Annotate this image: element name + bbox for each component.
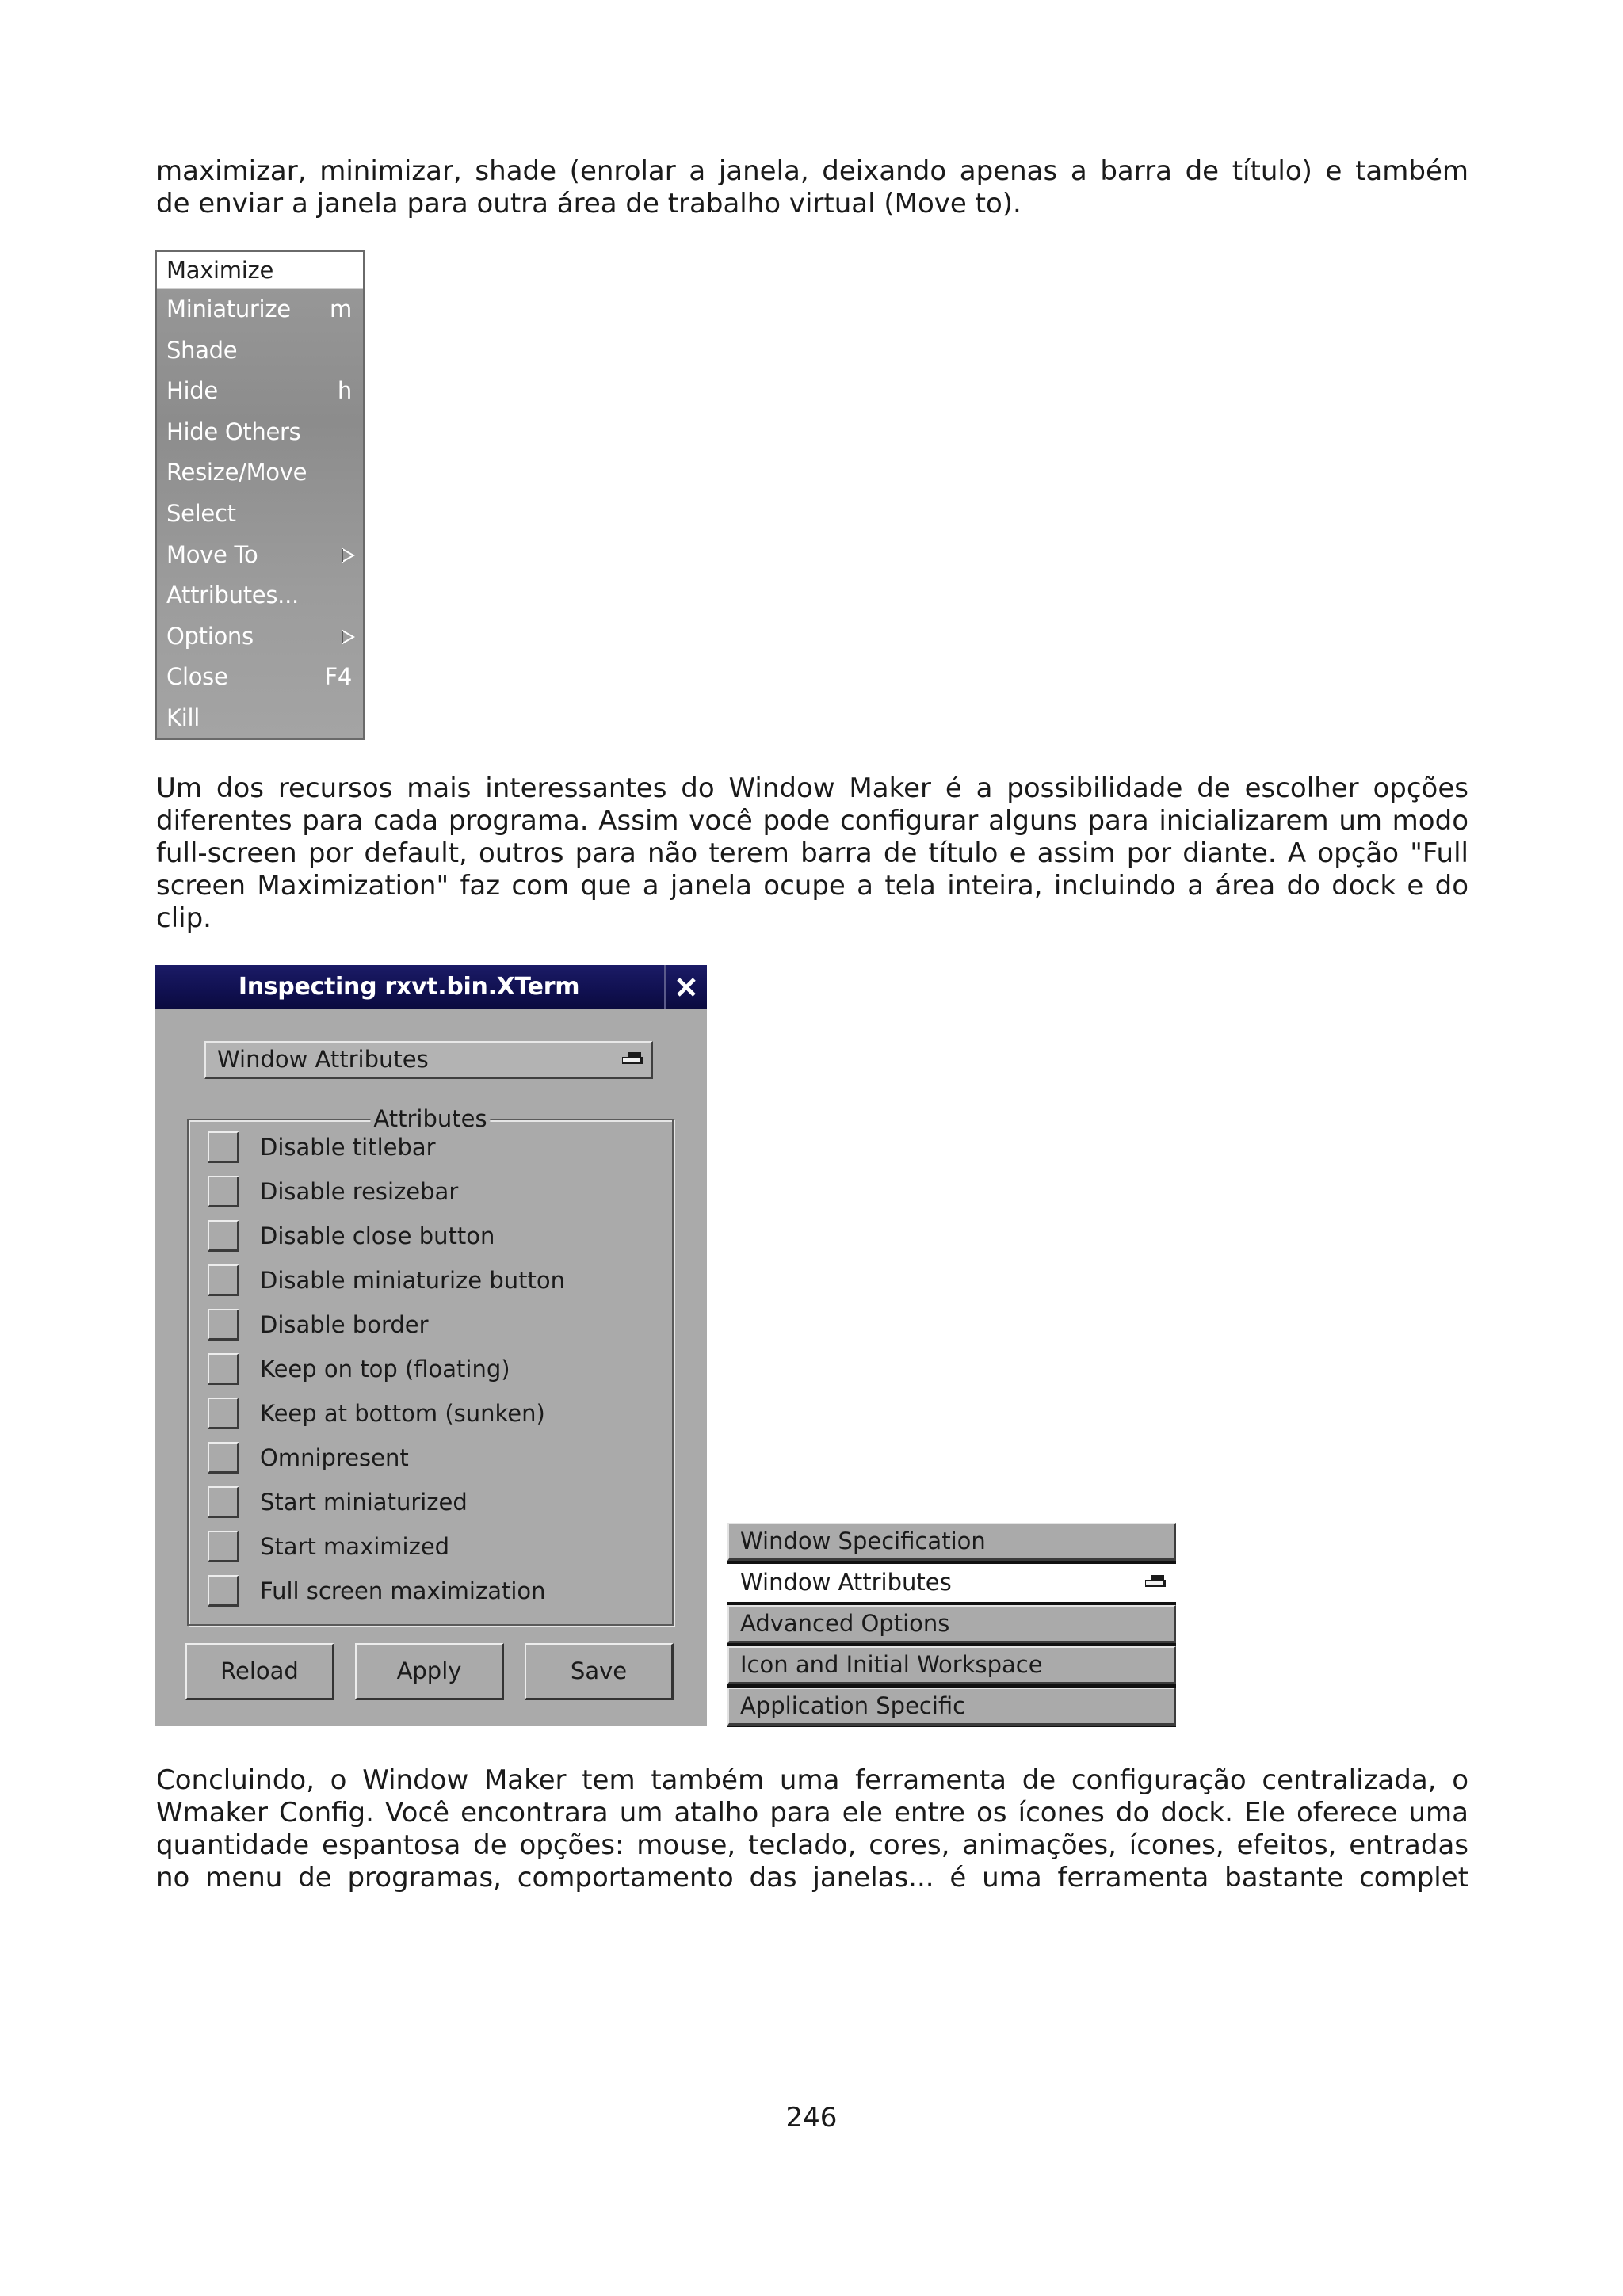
menu-item-attributes[interactable] xyxy=(157,575,363,616)
attribute-checkbox[interactable] xyxy=(208,1131,239,1163)
menu-item-label: Options xyxy=(166,622,254,650)
submenu-arrow-icon xyxy=(341,629,355,645)
attribute-checkbox[interactable] xyxy=(208,1220,239,1252)
menu-item-label: Kill xyxy=(166,704,200,731)
reload-button[interactable]: Reload xyxy=(185,1643,334,1700)
menu-item-label: Resize/Move xyxy=(166,459,307,486)
attributes-group xyxy=(187,1105,674,1626)
close-icon xyxy=(666,965,707,1009)
checkbox-row[interactable] xyxy=(208,1171,458,1212)
menu-item-shortcut: h xyxy=(337,377,352,405)
paragraph-2-line-4: screen Maximization" faz com que a janela ocupe a tela inteira, incluindo a área do dock e do xyxy=(156,870,1468,902)
attribute-label: Keep at bottom (sunken) xyxy=(260,1400,545,1427)
attribute-checkbox[interactable] xyxy=(208,1442,239,1474)
attribute-label: Disable titlebar xyxy=(260,1134,436,1161)
paragraph-3-line-1: Concluindo, o Window Maker tem também uma ferramenta de configuração centralizada, o xyxy=(156,1764,1468,1796)
checkbox-row[interactable] xyxy=(208,1215,495,1257)
checkbox-row[interactable] xyxy=(208,1348,510,1390)
attribute-checkbox[interactable] xyxy=(208,1398,239,1429)
menu-item-shade[interactable] xyxy=(157,330,363,372)
menu-item-close[interactable] xyxy=(157,657,363,698)
checkbox-row[interactable] xyxy=(208,1526,449,1567)
checkbox-row[interactable] xyxy=(208,1570,546,1611)
popup-indicator-icon xyxy=(621,1051,644,1066)
menu-item-label: Move To xyxy=(166,540,258,568)
paragraph-3-line-4: no menu de programas, comportamento das janelas... é uma ferramenta bastante complet xyxy=(156,1862,1468,1894)
popup-indicator-icon xyxy=(1144,1573,1167,1589)
checkbox-row[interactable] xyxy=(208,1437,409,1478)
inspector-title: Inspecting rxvt.bin.XTerm xyxy=(238,973,580,1001)
menu-item-shortcut: m xyxy=(330,296,352,322)
menu-item-label: Hide Others xyxy=(166,418,301,445)
menu-item-select[interactable] xyxy=(157,494,363,535)
attribute-label: Disable miniaturize button xyxy=(260,1267,565,1294)
paragraph-2-line-2: diferentes para cada programa. Assim você pode configurar alguns para inicializarem um modo xyxy=(156,805,1468,837)
page-number: 246 xyxy=(785,2102,838,2134)
paragraph-2-line-1: Um dos recursos mais interessantes do Window Maker é a possibilidade de escolher opções xyxy=(156,772,1468,804)
paragraph-2-line-3: full-screen por default, outros para não terem barra de título e assim por diante. A opção "Full xyxy=(156,837,1468,869)
paragraph-intro-line-2: de enviar a janela para outra área de trabalho virtual (Move to). xyxy=(156,188,1022,219)
paragraph-3-line-3: quantidade espantosa de opções: mouse, teclado, cores, animações, ícones, efeitos, entradas xyxy=(156,1829,1468,1861)
menu-item-resize-move[interactable] xyxy=(157,452,363,494)
save-button[interactable]: Save xyxy=(525,1643,674,1700)
panel-selector[interactable] xyxy=(204,1041,653,1079)
menu-item-label: Close xyxy=(166,663,228,691)
attribute-checkbox[interactable] xyxy=(208,1531,239,1562)
attribute-checkbox[interactable] xyxy=(208,1264,239,1296)
panel-item-application-specific[interactable]: Application Specific xyxy=(727,1688,1176,1726)
attribute-label: Disable resizebar xyxy=(260,1178,459,1205)
inspector-window xyxy=(155,965,707,1726)
menu-item-kill[interactable] xyxy=(157,698,363,739)
menu-item-label: Miniaturize xyxy=(166,296,291,322)
attribute-checkbox[interactable] xyxy=(208,1309,239,1341)
panel-item-icon-and-initial-workspace[interactable]: Icon and Initial Workspace xyxy=(727,1646,1176,1684)
checkbox-row[interactable] xyxy=(208,1260,565,1301)
panel-item-window-attributes[interactable] xyxy=(727,1564,1176,1602)
panel-item-window-specification[interactable]: Window Specification xyxy=(727,1523,1176,1561)
attribute-checkbox[interactable] xyxy=(208,1575,239,1607)
menu-item-label: Select xyxy=(166,499,236,527)
attribute-label: Full screen maximization xyxy=(260,1577,546,1604)
inspector-titlebar[interactable] xyxy=(155,965,707,1009)
attributes-group-title: Attributes xyxy=(370,1104,490,1133)
attribute-label: Start maximized xyxy=(260,1533,450,1560)
attribute-checkbox[interactable] xyxy=(208,1353,239,1385)
checkbox-row[interactable] xyxy=(208,1393,545,1434)
apply-button[interactable]: Apply xyxy=(355,1643,504,1700)
menu-item-label: Attributes... xyxy=(166,582,299,609)
checkbox-row[interactable] xyxy=(208,1304,429,1345)
window-menu xyxy=(155,250,365,740)
menu-item-hide-others[interactable] xyxy=(157,412,363,453)
menu-item-label: Shade xyxy=(166,336,238,364)
checkbox-row[interactable] xyxy=(208,1482,468,1523)
menu-item-shortcut: F4 xyxy=(324,663,352,691)
attribute-label: Start miniaturized xyxy=(260,1489,468,1516)
panel-list xyxy=(727,1523,1176,1727)
submenu-arrow-icon xyxy=(341,547,355,563)
paragraph-intro-line-1: maximizar, minimizar, shade (enrolar a janela, deixando apenas a barra de título) e também xyxy=(156,155,1468,187)
menu-item-move-to[interactable] xyxy=(157,535,363,576)
attribute-label: Disable border xyxy=(260,1311,429,1338)
menu-item-miniaturize[interactable] xyxy=(157,289,363,330)
attribute-label: Disable close button xyxy=(260,1222,495,1249)
menu-item-label: Maximize xyxy=(166,257,273,284)
menu-item-label: Hide xyxy=(166,377,218,405)
menu-item-hide[interactable] xyxy=(157,371,363,412)
attribute-label: Omnipresent xyxy=(260,1444,409,1471)
menu-item-maximize[interactable] xyxy=(157,252,363,289)
paragraph-3-line-2: Wmaker Config. Você encontrara um atalho para ele entre os ícones do dock. Ele oferece uma xyxy=(156,1797,1468,1829)
menu-item-options[interactable] xyxy=(157,616,363,658)
attribute-checkbox[interactable] xyxy=(208,1176,239,1207)
attribute-checkbox[interactable] xyxy=(208,1486,239,1518)
panel-selector-value: Window Attributes xyxy=(217,1046,429,1073)
checkbox-row[interactable] xyxy=(208,1127,436,1168)
paragraph-2-line-5: clip. xyxy=(156,902,212,934)
panel-item-advanced-options[interactable]: Advanced Options xyxy=(727,1605,1176,1643)
close-button[interactable] xyxy=(664,965,707,1009)
panel-item-label: Window Attributes xyxy=(740,1569,952,1596)
attribute-label: Keep on top (floating) xyxy=(260,1356,510,1383)
